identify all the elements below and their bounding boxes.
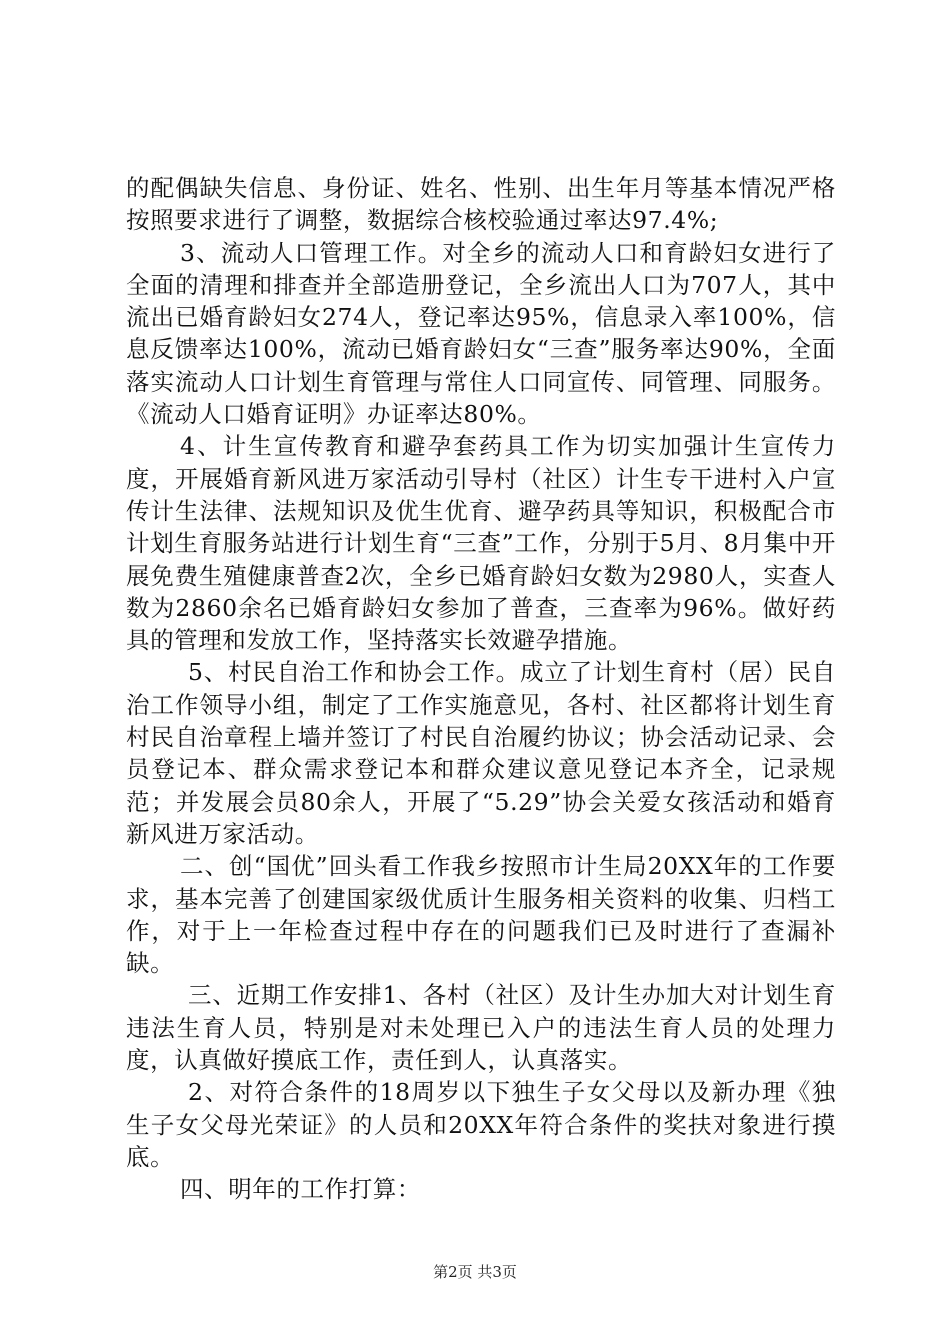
paragraph-3: 4、计生宣传教育和避孕套药具工作为切实加强计生宣传力度，开展婚育新风进万家活动引导村（社区）计生专干进村入户宣传计生法律、法规知识及优生优育、避孕药具等知识，积极配合市计划生育服务站进行计划生育“三查”工作，分别于5月、8月集中开展免费生殖健康普查2次，全乡已婚育龄妇女数为2980人，实查人数为2860余名已婚育龄妇女参加了普查，三查率为96%。做好药具的管理和发放工作，坚持落实长效避孕措施。 bbox=[126, 432, 836, 655]
paragraph-2: 3、流动人口管理工作。对全乡的流动人口和育龄妇女进行了全面的清理和排查并全部造册登记，全乡流出人口为707人，其中流出已婚育龄妇女274人，登记率达95%，信息录入率100%，信息反馈率达100%，流动已婚育龄妇女“三查”服务率达90%，全面落实流动人口计划生育管理与常住人口同宣传、同管理、同服务。《流动人口婚育证明》办证率达80%。 bbox=[126, 238, 836, 429]
paragraph-8: 四、明年的工作打算： bbox=[180, 1175, 421, 1204]
paragraph-1: 的配偶缺失信息、身份证、姓名、性别、出生年月等基本情况严格按照要求进行了调整，数据综合核校验通过率达97.4%; bbox=[126, 174, 836, 235]
document-body bbox=[126, 172, 836, 1206]
paragraph-7: 2、对符合条件的18周岁以下独生子女父母以及新办理《独生子女父母光荣证》的人员和20XX年符合条件的奖扶对象进行摸底。 bbox=[126, 1078, 836, 1171]
paragraph-6: 三、近期工作安排1、各村（社区）及计生办加大对计划生育违法生育人员，特别是对未处理已入户的违法生育人员的处理力度，认真做好摸底工作，责任到人，认真落实。 bbox=[126, 981, 836, 1075]
page-footer: 第2页 共3页 bbox=[433, 1263, 517, 1281]
paragraph-4: 5、村民自治工作和协会工作。成立了计划生育村（居）民自治工作领导小组，制定了工作实施意见，各村、社区都将计划生育村民自治章程上墙并签订了村民自治履约协议；协会活动记录、会员登记本、群众需求登记本和群众建议意见登记本齐全，记录规范；并发展会员80余人，开展了“5.29”协会关爱女孩活动和婚育新风进万家活动。 bbox=[126, 658, 836, 848]
paragraph-5: 二、创“国优”回头看工作我乡按照市计生局20XX年的工作要求，基本完善了创建国家级优质计生服务相关资料的收集、归档工作，对于上一年检查过程中存在的问题我们已及时进行了查漏补缺。 bbox=[126, 852, 836, 978]
